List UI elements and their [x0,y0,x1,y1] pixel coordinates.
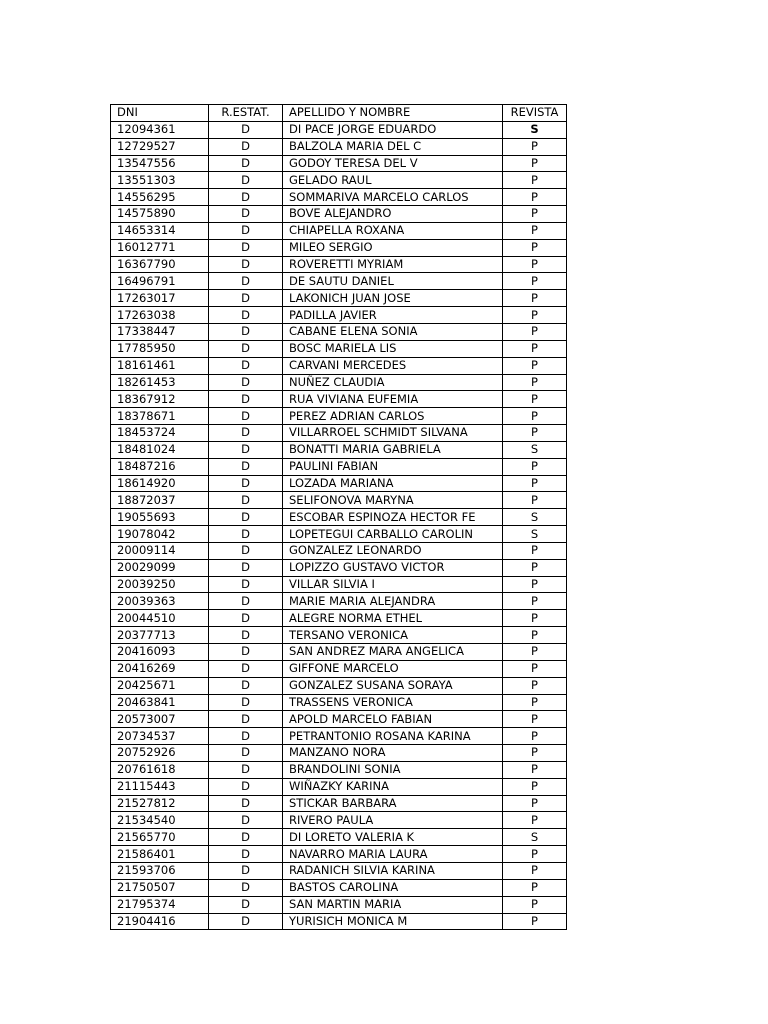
cell-dni: 21904416 [111,913,209,930]
table-row [111,492,567,509]
cell-apellido-y-nombre: ROVERETTI MYRIAM [283,256,503,273]
table-row [111,307,567,324]
cell-r-estat: D [209,441,283,458]
cell-revista: P [503,475,567,492]
cell-dni: 21750507 [111,879,209,896]
table-row [111,138,567,155]
cell-revista: P [503,846,567,863]
cell-revista: S [503,509,567,526]
cell-dni: 18453724 [111,425,209,442]
table-row [111,593,567,610]
cell-revista: P [503,206,567,223]
cell-dni: 18872037 [111,492,209,509]
cell-r-estat: D [209,290,283,307]
cell-revista: S [503,526,567,543]
table-row [111,256,567,273]
cell-revista: P [503,879,567,896]
cell-r-estat: D [209,728,283,745]
cell-dni: 20416269 [111,660,209,677]
cell-revista: P [503,542,567,559]
cell-r-estat: D [209,155,283,172]
cell-dni: 12729527 [111,138,209,155]
table-row [111,778,567,795]
table-row [111,441,567,458]
cell-apellido-y-nombre: RUA VIVIANA EUFEMIA [283,391,503,408]
cell-revista: P [503,256,567,273]
table-row [111,425,567,442]
cell-apellido-y-nombre: PAULINI FABIAN [283,458,503,475]
cell-r-estat: D [209,778,283,795]
cell-revista: P [503,610,567,627]
table-row [111,761,567,778]
cell-apellido-y-nombre: PEREZ ADRIAN CARLOS [283,408,503,425]
cell-r-estat: D [209,206,283,223]
cell-revista: P [503,492,567,509]
table-row [111,627,567,644]
cell-revista: P [503,896,567,913]
table-row [111,694,567,711]
cell-revista: P [503,559,567,576]
cell-dni: 17263038 [111,307,209,324]
cell-r-estat: D [209,644,283,661]
cell-r-estat: D [209,138,283,155]
cell-revista: P [503,357,567,374]
table-row [111,121,567,138]
cell-dni: 20029099 [111,559,209,576]
cell-revista: S [503,441,567,458]
cell-r-estat: D [209,273,283,290]
cell-apellido-y-nombre: GIFFONE MARCELO [283,660,503,677]
table-row [111,846,567,863]
cell-revista: P [503,222,567,239]
cell-apellido-y-nombre: RADANICH SILVIA KARINA [283,862,503,879]
cell-revista: P [503,374,567,391]
cell-dni: 20425671 [111,677,209,694]
table-row [111,677,567,694]
cell-revista: P [503,812,567,829]
table-row [111,340,567,357]
cell-apellido-y-nombre: SOMMARIVA MARCELO CARLOS [283,189,503,206]
cell-apellido-y-nombre: SAN MARTIN MARIA [283,896,503,913]
cell-apellido-y-nombre: GELADO RAUL [283,172,503,189]
cell-revista: P [503,913,567,930]
cell-revista: P [503,172,567,189]
cell-r-estat: D [209,121,283,138]
header-apellido-y-nombre: APELLIDO Y NOMBRE [283,105,503,122]
cell-revista: P [503,728,567,745]
cell-apellido-y-nombre: BASTOS CAROLINA [283,879,503,896]
cell-dni: 21565770 [111,829,209,846]
cell-dni: 21115443 [111,778,209,795]
cell-r-estat: D [209,256,283,273]
cell-r-estat: D [209,694,283,711]
cell-revista: P [503,778,567,795]
cell-r-estat: D [209,862,283,879]
cell-apellido-y-nombre: LAKONICH JUAN JOSE [283,290,503,307]
table-row [111,273,567,290]
table-row [111,576,567,593]
cell-revista: P [503,576,567,593]
cell-apellido-y-nombre: BOVE ALEJANDRO [283,206,503,223]
cell-dni: 18367912 [111,391,209,408]
table-row [111,172,567,189]
cell-r-estat: D [209,458,283,475]
table-row [111,711,567,728]
cell-r-estat: D [209,408,283,425]
cell-apellido-y-nombre: LOZADA MARIANA [283,475,503,492]
table-row [111,542,567,559]
cell-r-estat: D [209,711,283,728]
cell-dni: 13551303 [111,172,209,189]
cell-r-estat: D [209,340,283,357]
cell-r-estat: D [209,189,283,206]
cell-dni: 12094361 [111,121,209,138]
cell-r-estat: D [209,795,283,812]
cell-dni: 20573007 [111,711,209,728]
cell-r-estat: D [209,593,283,610]
cell-apellido-y-nombre: DI PACE JORGE EDUARDO [283,121,503,138]
cell-r-estat: D [209,239,283,256]
table-row [111,155,567,172]
cell-r-estat: D [209,172,283,189]
table-row [111,745,567,762]
cell-apellido-y-nombre: RIVERO PAULA [283,812,503,829]
cell-revista: P [503,694,567,711]
cell-revista: P [503,408,567,425]
cell-apellido-y-nombre: ESCOBAR ESPINOZA HECTOR FE [283,509,503,526]
cell-dni: 18481024 [111,441,209,458]
cell-dni: 20044510 [111,610,209,627]
table-row [111,879,567,896]
table-row [111,206,567,223]
table-row [111,189,567,206]
cell-dni: 20463841 [111,694,209,711]
cell-apellido-y-nombre: GONZALEZ LEONARDO [283,542,503,559]
cell-r-estat: D [209,627,283,644]
cell-apellido-y-nombre: MANZANO NORA [283,745,503,762]
cell-apellido-y-nombre: BALZOLA MARIA DEL C [283,138,503,155]
cell-revista: P [503,745,567,762]
table-header [111,105,567,122]
table-row [111,795,567,812]
cell-revista: P [503,677,567,694]
cell-dni: 17263017 [111,290,209,307]
cell-dni: 17338447 [111,323,209,340]
cell-revista: P [503,862,567,879]
cell-apellido-y-nombre: SELIFONOVA MARYNA [283,492,503,509]
cell-apellido-y-nombre: CHIAPELLA ROXANA [283,222,503,239]
cell-r-estat: D [209,576,283,593]
cell-apellido-y-nombre: TERSANO VERONICA [283,627,503,644]
cell-r-estat: D [209,745,283,762]
header-row [111,105,567,122]
table-row [111,290,567,307]
table-row [111,357,567,374]
cell-dni: 21586401 [111,846,209,863]
cell-apellido-y-nombre: WIÑAZKY KARINA [283,778,503,795]
cell-revista: P [503,593,567,610]
table-row [111,913,567,930]
table-row [111,610,567,627]
table-row [111,458,567,475]
table-row [111,862,567,879]
table-row [111,812,567,829]
cell-apellido-y-nombre: MILEO SERGIO [283,239,503,256]
cell-dni: 20761618 [111,761,209,778]
cell-r-estat: D [209,357,283,374]
cell-r-estat: D [209,492,283,509]
cell-revista: P [503,155,567,172]
cell-dni: 18161461 [111,357,209,374]
cell-revista: P [503,711,567,728]
cell-apellido-y-nombre: LOPETEGUI CARBALLO CAROLIN [283,526,503,543]
cell-revista: P [503,307,567,324]
cell-r-estat: D [209,559,283,576]
table-row [111,323,567,340]
cell-r-estat: D [209,222,283,239]
cell-dni: 14575890 [111,206,209,223]
table-row [111,644,567,661]
cell-apellido-y-nombre: GODOY TERESA DEL V [283,155,503,172]
header-r-estat: R.ESTAT. [209,105,283,122]
cell-revista: P [503,458,567,475]
cell-dni: 13547556 [111,155,209,172]
cell-apellido-y-nombre: CABANE ELENA SONIA [283,323,503,340]
cell-apellido-y-nombre: NUÑEZ CLAUDIA [283,374,503,391]
cell-revista: P [503,340,567,357]
table-row [111,896,567,913]
cell-apellido-y-nombre: BOSC MARIELA LIS [283,340,503,357]
cell-apellido-y-nombre: STICKAR BARBARA [283,795,503,812]
cell-r-estat: D [209,509,283,526]
cell-revista: P [503,391,567,408]
cell-apellido-y-nombre: VILLAR SILVIA I [283,576,503,593]
cell-apellido-y-nombre: NAVARRO MARIA LAURA [283,846,503,863]
cell-dni: 16496791 [111,273,209,290]
cell-apellido-y-nombre: DI LORETO VALERIA K [283,829,503,846]
cell-r-estat: D [209,761,283,778]
cell-dni: 20039363 [111,593,209,610]
cell-dni: 18487216 [111,458,209,475]
cell-dni: 20039250 [111,576,209,593]
header-dni: DNI [111,105,209,122]
cell-r-estat: D [209,323,283,340]
table-row [111,509,567,526]
cell-r-estat: D [209,913,283,930]
cell-dni: 18261453 [111,374,209,391]
cell-dni: 17785950 [111,340,209,357]
cell-revista: P [503,627,567,644]
cell-revista: P [503,323,567,340]
header-revista: REVISTA [503,105,567,122]
cell-revista: P [503,644,567,661]
table-body [111,121,567,930]
cell-dni: 21593706 [111,862,209,879]
cell-dni: 14653314 [111,222,209,239]
cell-apellido-y-nombre: BONATTI MARIA GABRIELA [283,441,503,458]
cell-r-estat: D [209,374,283,391]
cell-revista: P [503,239,567,256]
cell-r-estat: D [209,610,283,627]
table-row [111,660,567,677]
cell-revista: P [503,425,567,442]
cell-dni: 20416093 [111,644,209,661]
cell-dni: 16012771 [111,239,209,256]
cell-r-estat: D [209,391,283,408]
table-row [111,391,567,408]
cell-apellido-y-nombre: CARVANI MERCEDES [283,357,503,374]
cell-revista: P [503,761,567,778]
table-row [111,475,567,492]
cell-revista: P [503,290,567,307]
cell-revista: S [503,829,567,846]
table-row [111,526,567,543]
table-row [111,559,567,576]
cell-apellido-y-nombre: GONZALEZ SUSANA SORAYA [283,677,503,694]
cell-dni: 21527812 [111,795,209,812]
cell-apellido-y-nombre: ALEGRE NORMA ETHEL [283,610,503,627]
cell-apellido-y-nombre: MARIE MARIA ALEJANDRA [283,593,503,610]
table-row [111,222,567,239]
cell-dni: 21534540 [111,812,209,829]
cell-revista: P [503,795,567,812]
cell-r-estat: D [209,542,283,559]
cell-apellido-y-nombre: SAN ANDREZ MARA ANGELICA [283,644,503,661]
cell-dni: 19078042 [111,526,209,543]
cell-dni: 20752926 [111,745,209,762]
cell-r-estat: D [209,425,283,442]
cell-dni: 19055693 [111,509,209,526]
cell-r-estat: D [209,879,283,896]
cell-apellido-y-nombre: APOLD MARCELO FABIAN [283,711,503,728]
cell-dni: 16367790 [111,256,209,273]
cell-r-estat: D [209,677,283,694]
table-row [111,374,567,391]
table-row [111,728,567,745]
cell-apellido-y-nombre: VILLARROEL SCHMIDT SILVANA [283,425,503,442]
table-row [111,829,567,846]
cell-revista: S [503,121,567,138]
cell-dni: 18378671 [111,408,209,425]
cell-r-estat: D [209,526,283,543]
cell-apellido-y-nombre: LOPIZZO GUSTAVO VICTOR [283,559,503,576]
cell-revista: P [503,660,567,677]
cell-dni: 21795374 [111,896,209,913]
cell-r-estat: D [209,475,283,492]
cell-apellido-y-nombre: YURISICH MONICA M [283,913,503,930]
cell-r-estat: D [209,896,283,913]
cell-apellido-y-nombre: TRASSENS VERONICA [283,694,503,711]
cell-apellido-y-nombre: BRANDOLINI SONIA [283,761,503,778]
cell-apellido-y-nombre: PADILLA JAVIER [283,307,503,324]
cell-revista: P [503,189,567,206]
staff-roster-table [110,104,567,930]
cell-apellido-y-nombre: DE SAUTU DANIEL [283,273,503,290]
cell-r-estat: D [209,660,283,677]
cell-r-estat: D [209,846,283,863]
cell-dni: 20734537 [111,728,209,745]
table-row [111,408,567,425]
cell-dni: 20377713 [111,627,209,644]
table-row [111,239,567,256]
cell-revista: P [503,138,567,155]
cell-dni: 20009114 [111,542,209,559]
cell-r-estat: D [209,812,283,829]
cell-dni: 18614920 [111,475,209,492]
cell-r-estat: D [209,829,283,846]
cell-apellido-y-nombre: PETRANTONIO ROSANA KARINA [283,728,503,745]
cell-r-estat: D [209,307,283,324]
cell-revista: P [503,273,567,290]
cell-dni: 14556295 [111,189,209,206]
